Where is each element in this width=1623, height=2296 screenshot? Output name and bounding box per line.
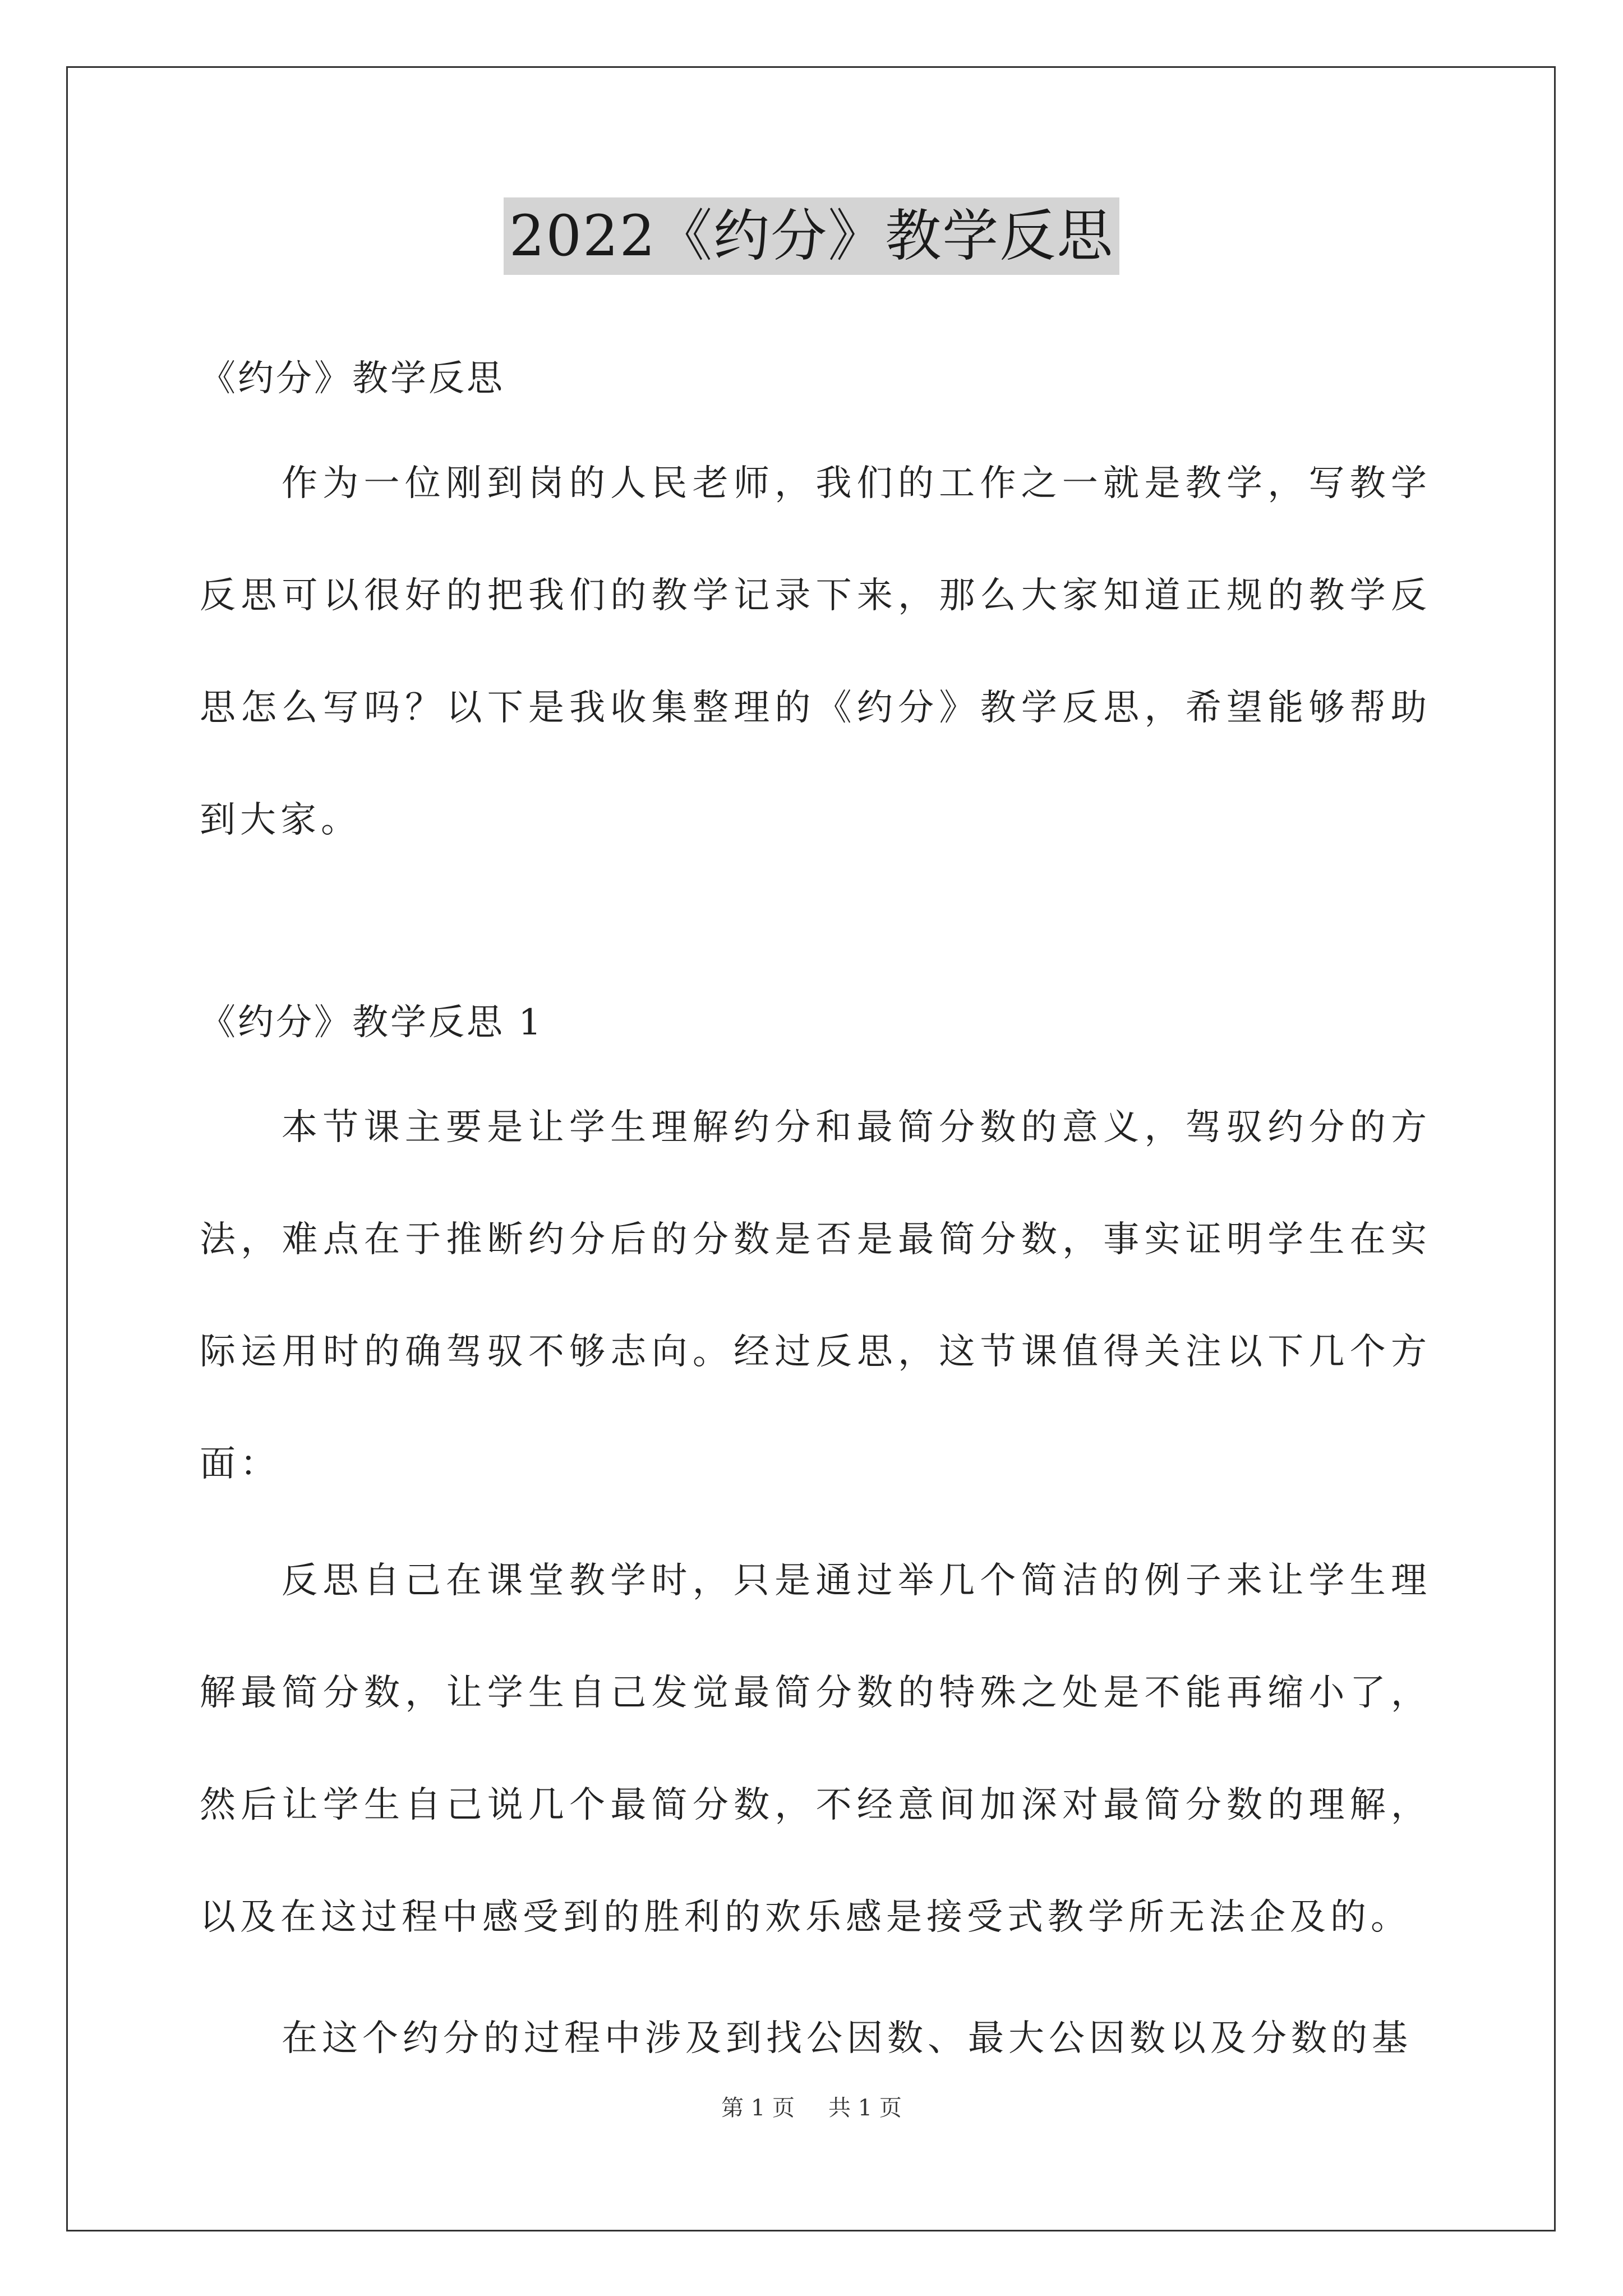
body-paragraph: 在这个约分的过程中涉及到找公因数、最大公因数以及分数的基 bbox=[282, 2018, 1412, 2059]
page-number: 第 1 页 bbox=[721, 2095, 795, 2121]
body-paragraph: 本节课主要是让学生理解约分和最简分数的意义，驾驭约分的方法，难点在于推断约分后的分数是否是最简分数，事实证明学生在实际运用时的确驾驭不够志向。经过反思，这节课值得关注以下几个方面： bbox=[200, 1107, 1431, 1485]
page-footer bbox=[0, 2091, 1623, 2125]
section-heading: 《约分》教学反思 1 bbox=[200, 1002, 544, 1043]
page-total: 共 1 页 bbox=[828, 2095, 902, 2121]
title-container bbox=[0, 197, 1623, 275]
document-title: 2022《约分》教学反思 bbox=[504, 197, 1120, 275]
intro-paragraph: 作为一位刚到岗的人民老师，我们的工作之一就是教学，写教学反思可以很好的把我们的教学记录下来，那么大家知道正规的教学反思怎么写吗？以下是我收集整理的《约分》教学反思，希望能够帮助到大家。 bbox=[200, 463, 1431, 841]
intro-heading: 《约分》教学反思 bbox=[200, 358, 505, 399]
body-paragraph: 反思自己在课堂教学时，只是通过举几个简洁的例子来让学生理解最简分数，让学生自己发觉最简分数的特殊之处是不能再缩小了，然后让学生自己说几个最简分数，不经意间加深对最简分数的理解，以及在这过程中感受到的胜利的欢乐感是接受式教学所无法企及的。 bbox=[200, 1560, 1431, 1938]
